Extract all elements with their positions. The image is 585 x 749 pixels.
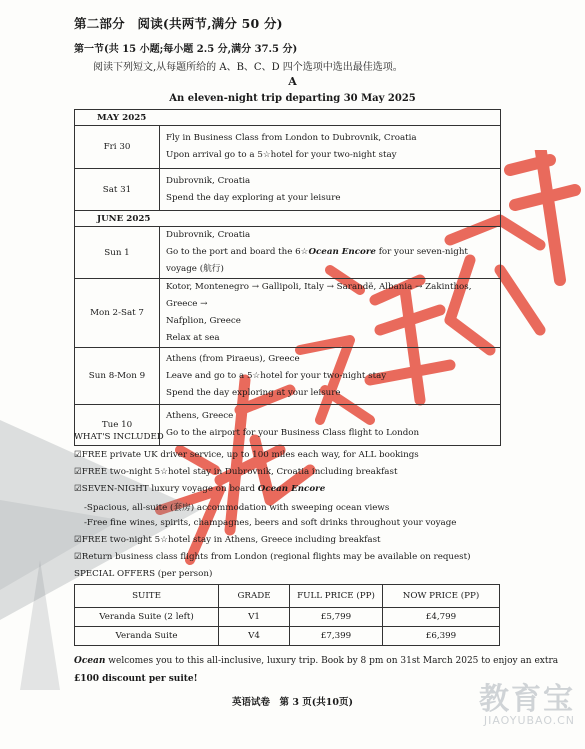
included-item xyxy=(74,484,325,494)
detail-line: Athens (from Piraeus), Greece xyxy=(166,353,300,364)
included-heading: WHAT'S INCLUDED xyxy=(74,432,164,442)
day-cell: Sun 8-Mon 9 xyxy=(75,348,160,405)
checkbox-icon: ☑ xyxy=(74,467,82,477)
itinerary-table xyxy=(74,109,501,446)
column-header: NOW PRICE (PP) xyxy=(383,585,500,608)
detail-line: Athens, Greece xyxy=(166,411,234,421)
detail-cell xyxy=(160,405,501,446)
offers-table xyxy=(74,584,500,646)
page-footer: 英语试卷 第 3 页(共10页) xyxy=(232,697,353,708)
detail-cell xyxy=(160,227,501,279)
detail-line: Dubrovnik, Croatia xyxy=(166,175,251,186)
day-cell: Mon 2-Sat 7 xyxy=(75,279,160,348)
detail-line: Upon arrival go to a 5☆hotel for your two-night stay xyxy=(166,150,397,160)
day-cell: Sat 31 xyxy=(75,169,160,211)
detail-cell xyxy=(160,279,501,348)
day-cell: Tue 10 xyxy=(75,405,160,446)
included-item xyxy=(74,552,471,562)
included-text: FREE two-night 5☆hotel stay in Dubrovnik, Croatia including breakfast xyxy=(81,467,398,477)
checkbox-icon: ☑ xyxy=(74,552,82,562)
section-title: 第一节(共 15 小题;每小题 2.5 分,满分 37.5 分) xyxy=(74,44,298,55)
day-cell: Fri 30 xyxy=(75,126,160,169)
outro-text: welcomes you to this all-inclusive, luxury trip. Book by 8 pm on 31st March 2025 to enjoy an extra xyxy=(105,656,559,666)
ship-name: Ocean Encore xyxy=(257,484,326,494)
detail-cell xyxy=(160,348,501,405)
logo-url: JIAOYUBAO.CN xyxy=(483,714,575,727)
month-label: JUNE 2025 xyxy=(75,211,501,227)
detail-cell xyxy=(160,169,501,211)
month-row xyxy=(75,110,501,126)
table-cell: £7,399 xyxy=(290,627,383,646)
table-header-row xyxy=(75,585,500,608)
detail-cell xyxy=(160,126,501,169)
detail-line: Spend the day exploring at your leisure xyxy=(166,387,341,398)
included-item xyxy=(74,450,419,460)
site-logo xyxy=(451,674,581,744)
month-label: MAY 2025 xyxy=(75,110,501,126)
column-header: SUITE xyxy=(75,585,219,608)
table-cell: V1 xyxy=(219,608,290,627)
table-cell: £4,799 xyxy=(383,608,500,627)
itinerary-row xyxy=(75,126,501,169)
table-cell: V4 xyxy=(219,627,290,646)
column-header: FULL PRICE (PP) xyxy=(290,585,383,608)
included-subitem: -Free fine wines, spirits, champagnes, beers and soft drinks throughout your voyage xyxy=(84,518,457,528)
outro-line xyxy=(74,656,559,666)
included-subitem: -Spacious, all-suite (套房) accommodation with sweeping ocean views xyxy=(84,503,390,513)
ship-name: Ocean Encore xyxy=(308,247,376,257)
month-row xyxy=(75,211,501,227)
detail-line: Kotor, Montenegro → Gallipoli, Italy → Sarandë, Albania → Zakinthos, Greece → xyxy=(166,282,472,309)
included-text: FREE private UK driver service, up to 100 miles each way, for ALL bookings xyxy=(81,450,419,460)
detail-text: Go to the port and board the 6☆ xyxy=(166,247,309,257)
itinerary-row xyxy=(75,279,501,348)
table-row xyxy=(75,608,500,627)
itinerary-row xyxy=(75,169,501,211)
part-title: 第二部分 阅读(共两节,满分 50 分) xyxy=(74,16,283,31)
detail-line xyxy=(166,244,500,278)
column-header: GRADE xyxy=(219,585,290,608)
itinerary-row xyxy=(75,227,501,279)
itinerary-row xyxy=(75,348,501,405)
included-item xyxy=(74,535,381,545)
detail-line: Relax at sea xyxy=(166,333,220,343)
trip-title: An eleven-night trip departing 30 May 2025 xyxy=(169,93,416,104)
checkbox-icon: ☑ xyxy=(74,535,82,545)
detail-line: Fly in Business Class from London to Dubrovnik, Croatia xyxy=(166,133,417,143)
checkbox-icon: ☑ xyxy=(74,484,82,494)
table-cell: Veranda Suite xyxy=(75,627,219,646)
passage-letter: A xyxy=(288,75,297,88)
day-cell: Sun 1 xyxy=(75,227,160,279)
table-cell: Veranda Suite (2 left) xyxy=(75,608,219,627)
included-text: Return business class flights from London (regional flights may be available on request) xyxy=(81,552,471,562)
included-text: FREE two-night 5☆hotel stay in Athens, Greece including breakfast xyxy=(81,535,381,545)
offers-heading: SPECIAL OFFERS (per person) xyxy=(74,569,213,579)
detail-line: Nafplion, Greece xyxy=(166,316,241,326)
table-cell: £5,799 xyxy=(290,608,383,627)
checkbox-icon: ☑ xyxy=(74,450,82,460)
detail-line: Dubrovnik, Croatia xyxy=(166,230,251,240)
logo-text: 教育宝 xyxy=(479,682,575,717)
detail-line: Go to the airport for your Business Class flight to London xyxy=(166,428,420,438)
detail-line: Leave and go to a 5☆hotel for your two-night stay xyxy=(166,370,387,381)
reading-instruction: 阅读下列短文,从每题所给的 A、B、C、D 四个选项中选出最佳选项。 xyxy=(93,62,403,73)
table-cell: £6,399 xyxy=(383,627,500,646)
outro-line: £100 discount per suite! xyxy=(74,674,198,684)
detail-line: Spend the day exploring at your leisure xyxy=(166,192,341,203)
ship-name: Ocean xyxy=(74,656,106,666)
table-row xyxy=(75,627,500,646)
detail-text: for your seven-night voyage (航行) xyxy=(166,247,468,274)
included-text: SEVEN-NIGHT luxury voyage on board xyxy=(81,484,258,494)
included-item xyxy=(74,467,397,477)
